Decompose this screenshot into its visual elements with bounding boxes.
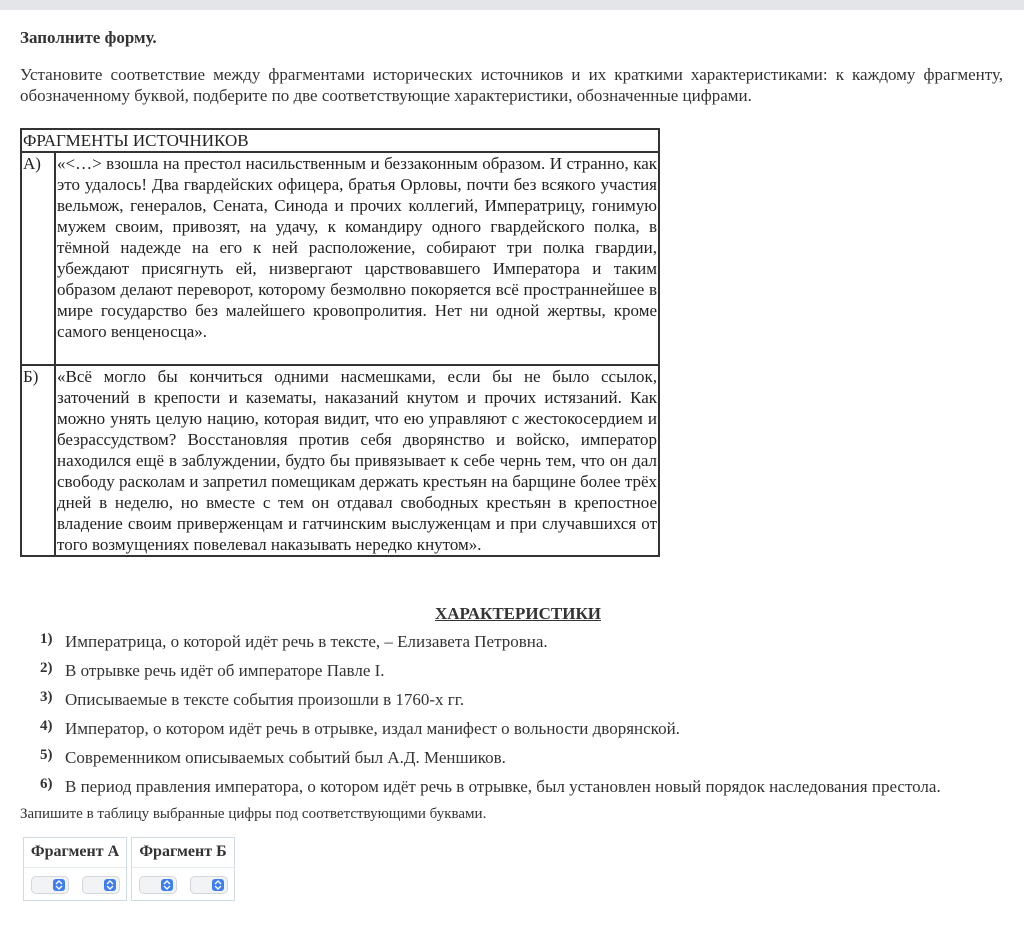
select-arrows-icon	[161, 879, 173, 891]
list-item	[20, 689, 1010, 718]
list-item	[20, 747, 1010, 776]
answer-note: Запишите в таблицу выбранные цифры под соответствующими буквами.	[20, 806, 487, 822]
item-number: 6)	[40, 776, 53, 792]
instructions: Установите соответствие между фрагментами исторических источников и их краткими характеристиками: к каждому фрагменту, обозначенному буквой, подберите по две соответствующие характеристики, обозначенные цифрами.	[20, 65, 1003, 105]
item-text: Императрица, о которой идёт речь в тексте, – Елизавета Петровна.	[65, 632, 548, 651]
item-number: 5)	[40, 747, 53, 763]
item-text: В период правления императора, о котором идёт речь в отрывке, был установлен новый порядок наследования престола.	[65, 777, 941, 796]
answer-a-select-1[interactable]	[31, 876, 69, 894]
answer-column-b-header: Фрагмент Б	[132, 838, 234, 868]
item-number: 1)	[40, 631, 53, 647]
answer-b-select-1[interactable]	[139, 876, 177, 894]
item-text: Император, о котором идёт речь в отрывке, издал манифест о вольности дворянской.	[65, 719, 680, 738]
list-item	[20, 660, 1010, 689]
list-item	[20, 631, 1010, 660]
form-title: Заполните форму.	[20, 28, 157, 47]
select-arrows-icon	[53, 879, 65, 891]
source-text-a: «<…> взошла на престол насильственным и беззаконным образом. И странно, как это удалось! Два гвардейских офицера, братья Орловы, почти без всякого участия вельмож, генералов, Сената, Синода и прочих коллегий, Императрицу, гонимую мужем своим, привозят, на удачу, к командиру одного гвардейского полка, в тёмной надежде на его к ней расположение, собирают три полка гвардии, убеждают присягнуть ей, низвергают царствовавшего Императора и таким образом делают переворот, которому безмолвно покоряется всё пространнейшее в мире государство без малейшего кровопролития. Нет ни одной жертвы, кроме самого венценосца».	[55, 152, 659, 365]
answer-column-a-header: Фрагмент А	[24, 838, 126, 868]
item-number: 2)	[40, 660, 53, 676]
list-item	[20, 718, 1010, 747]
answer-b-select-2[interactable]	[190, 876, 228, 894]
item-text: Современником описываемых событий был А.Д. Меншиков.	[65, 748, 506, 767]
source-letter-b: Б)	[21, 365, 55, 556]
item-text: В отрывке речь идёт об императоре Павле I.	[65, 661, 385, 680]
item-text: Описываемые в тексте события произошли в 1760-х гг.	[65, 690, 465, 709]
item-number: 4)	[40, 718, 53, 734]
select-arrows-icon	[104, 879, 116, 891]
characteristics-title: ХАРАКТЕРИСТИКИ	[434, 604, 602, 623]
answer-a-select-2[interactable]	[82, 876, 120, 894]
select-arrows-icon	[212, 879, 224, 891]
source-letter-a: А)	[21, 152, 55, 365]
answer-column-a	[23, 837, 127, 901]
answer-table	[23, 837, 235, 901]
answer-column-b	[131, 837, 235, 901]
source-text-b: «Всё могло бы кончиться одними насмешками, если бы не было ссылок, заточений в крепости и казематы, наказаний кнутом и прочих истязаний. Как можно унять целую нацию, которая видит, что ею управляют с жестокосердием и безрассудством? Восстановляя против себя дворянство и войско, император находился ещё в заблуждении, будто бы привязывает к себе чернь тем, что он дал свободу расколам и запретил помещикам держать крестьян на барщине более трёх дней в неделю, но вместе с тем он отдавал свободных крестьян в крепостное владение своим приверженцам и гатчинским выслуженцам и при случавшихся от того возмущениях повелевал наказывать нередко кнутом».	[57, 367, 657, 554]
list-item	[20, 776, 1010, 805]
sources-header: ФРАГМЕНТЫ ИСТОЧНИКОВ	[21, 129, 659, 152]
top-bar	[0, 0, 1024, 10]
sources-table	[20, 128, 660, 557]
characteristics-list	[20, 631, 1010, 805]
item-number: 3)	[40, 689, 53, 705]
